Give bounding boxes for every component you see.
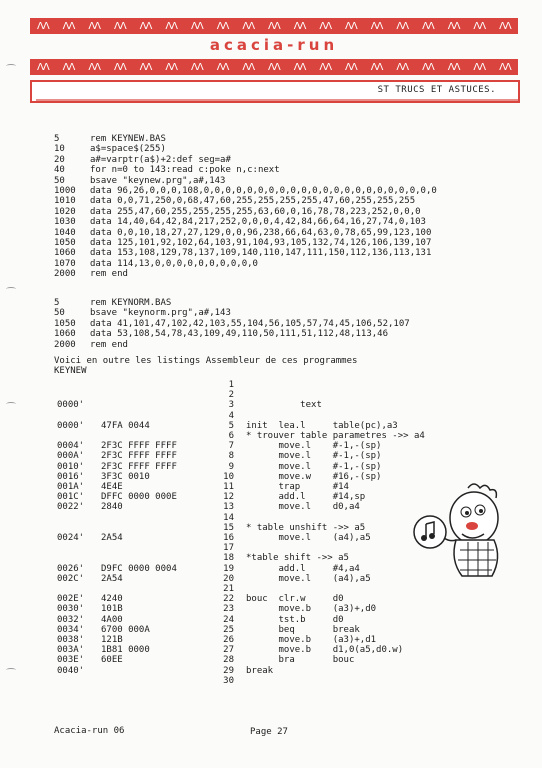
pattern-tile: ΛΛ	[114, 20, 126, 32]
section-header-shadow	[36, 99, 518, 102]
code-line	[54, 196, 415, 206]
code-text: rem end	[90, 269, 128, 280]
asm-address: 002E'	[57, 594, 85, 605]
code-line	[54, 165, 280, 175]
code-text: data 41,101,47,102,42,103,55,104,56,105,57,74,45,106,52,107	[90, 318, 410, 329]
asm-source: bra bouc	[246, 655, 355, 666]
code-text: a$=space$(255)	[90, 144, 166, 155]
asm-line-number: 25	[223, 624, 234, 635]
asm-line-number: 30	[223, 675, 234, 686]
asm-line-number: 9	[228, 461, 234, 472]
line-number: 10	[54, 144, 65, 155]
code-text: data 0,0,71,250,0,68,47,60,255,255,255,255,47,60,255,255,255	[90, 196, 416, 207]
asm-source: * table unshift ->> a5	[246, 522, 366, 533]
pattern-tile: ΛΛ	[139, 20, 152, 32]
code-line	[54, 228, 431, 238]
asm-hex: 4240	[101, 594, 123, 605]
footer-magazine-issue: Acacia-run 06	[54, 726, 125, 736]
asm-address: 0004'	[57, 441, 85, 452]
code-line	[54, 155, 231, 165]
line-number: 1010	[54, 196, 76, 207]
asm-hex: 6700 000A	[101, 624, 150, 635]
pattern-tile: ΛΛ	[370, 61, 383, 73]
pattern-tile: ΛΛ	[191, 20, 203, 32]
code-text: bsave "keynew.prg",a#,143	[90, 175, 226, 186]
line-number: 1040	[54, 227, 76, 238]
asm-address: 0022'	[57, 502, 85, 513]
code-line	[54, 207, 421, 217]
asm-address: 0000'	[57, 420, 85, 431]
asm-hex: 3F3C 0010	[101, 471, 150, 482]
pattern-tile: ΛΛ	[139, 61, 152, 73]
margin-mark	[6, 668, 16, 672]
code-text: data 53,108,54,78,43,109,49,110,50,111,51,112,48,113,46	[90, 329, 389, 340]
asm-line-number: 13	[223, 502, 234, 513]
code-line	[54, 329, 388, 339]
asm-line-number: 22	[223, 594, 234, 605]
code-line	[54, 144, 166, 154]
pattern-tile: ΛΛ	[36, 20, 49, 32]
code-text: rem KEYNORM.BAS	[90, 298, 172, 308]
asm-line-number: 15	[223, 522, 234, 533]
asm-line-number: 7	[228, 441, 234, 452]
pattern-tile: ΛΛ	[36, 61, 49, 73]
asm-address: 0000'	[57, 400, 85, 411]
line-number: 1060	[54, 329, 76, 340]
asm-address: 0034'	[57, 624, 85, 635]
code-line	[54, 217, 426, 227]
asm-line-number: 6	[228, 431, 234, 441]
line-number: 1070	[54, 258, 76, 269]
pattern-tile: ΛΛ	[473, 61, 486, 73]
asm-hex: 2F3C FFFF FFFF	[101, 451, 177, 462]
code-line	[54, 176, 225, 186]
asm-source: trap #14	[246, 482, 349, 492]
asm-hex: DFFC 0000 000E	[101, 492, 177, 503]
asm-address: 0026'	[57, 563, 85, 574]
asm-address: 003A'	[57, 645, 85, 656]
asm-hex: 2F3C FFFF FFFF	[101, 441, 177, 452]
code-text: data 125,101,92,102,64,103,91,104,93,105,132,74,126,106,139,107	[90, 238, 432, 248]
code-line	[54, 248, 431, 258]
magazine-title: acacia-run	[209, 36, 339, 54]
pattern-tile: ΛΛ	[396, 20, 409, 32]
asm-source: move.w #16,-(sp)	[246, 471, 382, 482]
code-text: rem KEYNEW.BAS	[90, 134, 166, 144]
line-number: 1050	[54, 318, 76, 329]
asm-source: break	[246, 665, 274, 676]
pattern-tile: ΛΛ	[293, 61, 306, 73]
asm-line-number: 5	[228, 420, 234, 431]
code-text: bsave "keynorm.prg",a#,143	[90, 308, 231, 319]
asm-hex: 4E4E	[101, 482, 123, 492]
asm-hex: 60EE	[101, 655, 123, 666]
asm-line-number: 24	[223, 614, 234, 625]
asm-source: move.b d1,0(a5,d0.w)	[246, 645, 404, 656]
pattern-tile: ΛΛ	[447, 61, 460, 73]
pattern-tile: ΛΛ	[242, 61, 255, 73]
line-number: 1020	[54, 206, 76, 217]
header-pattern-band-top	[30, 18, 518, 34]
pattern-tile: ΛΛ	[191, 61, 203, 73]
asm-hex: 101B	[101, 604, 123, 615]
asm-source: * trouver table parametres ->> a4	[246, 431, 425, 441]
asm-hex: 2A54	[101, 573, 123, 584]
asm-source: *table shift ->> a5	[246, 553, 349, 564]
pattern-tile: ΛΛ	[370, 20, 383, 32]
code-line	[54, 259, 258, 269]
line-number: 1000	[54, 186, 76, 196]
asm-address: 0030'	[57, 604, 85, 615]
asm-listing-title: KEYNEW	[54, 366, 87, 376]
asm-source: move.l (a4),a5	[246, 533, 371, 543]
pattern-tile: ΛΛ	[345, 20, 357, 32]
asm-source: init lea.l table(pc),a3	[246, 420, 398, 431]
pattern-tile: ΛΛ	[216, 61, 229, 73]
asm-hex: 121B	[101, 635, 123, 645]
asm-source: text	[246, 400, 322, 411]
cartoon-character-illustration	[408, 480, 518, 590]
line-number: 1050	[54, 238, 76, 248]
pattern-tile: ΛΛ	[396, 61, 409, 73]
pattern-tile: ΛΛ	[268, 20, 280, 32]
pattern-tile: ΛΛ	[165, 61, 178, 73]
asm-source: add.l #4,a4	[246, 563, 360, 574]
asm-hex: 2840	[101, 502, 123, 513]
asm-address: 001A'	[57, 482, 85, 492]
code-text: data 114,13,0,0,0,0,0,0,0,0,0,0	[90, 258, 258, 269]
asm-address: 0024'	[57, 533, 85, 543]
code-line	[54, 238, 431, 248]
line-number: 1030	[54, 217, 76, 228]
pattern-tile: ΛΛ	[62, 20, 75, 32]
asm-line-number: 17	[223, 543, 234, 554]
line-number: 5	[54, 134, 60, 144]
pattern-tile: ΛΛ	[88, 61, 101, 73]
asm-source: move.l #-1,-(sp)	[246, 451, 382, 462]
line-number: 40	[54, 165, 65, 176]
pattern-tile: ΛΛ	[345, 61, 357, 73]
asm-source: move.b (a3)+,d1	[246, 635, 377, 645]
footer-page-number: Page 27	[250, 727, 288, 737]
asm-line-number: 20	[223, 573, 234, 584]
asm-source: move.l (a4),a5	[246, 573, 371, 584]
asm-address: 001C'	[57, 492, 85, 503]
pattern-tile: ΛΛ	[216, 20, 229, 32]
code-text: a#=varptr(a$)+2:def seg=a#	[90, 154, 231, 165]
code-text: data 14,40,64,42,84,217,252,0,0,0,4,42,84,66,64,16,27,74,0,103	[90, 217, 426, 228]
asm-line-number: 19	[223, 563, 234, 574]
code-text: data 153,108,129,78,137,109,140,110,147,111,150,112,136,113,131	[90, 248, 432, 259]
asm-line-number: 27	[223, 645, 234, 656]
pattern-tile: ΛΛ	[422, 20, 434, 32]
line-number: 2000	[54, 269, 76, 280]
margin-mark	[6, 64, 16, 68]
asm-hex: 1B81 0000	[101, 645, 150, 656]
pattern-tile: ΛΛ	[319, 20, 332, 32]
code-text: rem end	[90, 339, 128, 350]
line-number: 20	[54, 154, 65, 165]
code-text: data 255,47,60,255,255,255,255,63,60,0,16,78,78,223,252,0,0,0	[90, 206, 421, 217]
asm-address: 002C'	[57, 573, 85, 584]
pattern-tile: ΛΛ	[242, 20, 255, 32]
asm-address: 0016'	[57, 471, 85, 482]
asm-line-number: 26	[223, 635, 234, 645]
asm-line-number: 11	[223, 482, 234, 492]
pattern-tile: ΛΛ	[88, 20, 101, 32]
asm-address: 0040'	[57, 665, 85, 676]
asm-line-number: 4	[228, 410, 234, 421]
asm-line-number: 28	[223, 655, 234, 666]
asm-line-number: 14	[223, 512, 234, 523]
pattern-tile: ΛΛ	[499, 61, 511, 73]
asm-line-number: 29	[223, 665, 234, 676]
code-text: for n=0 to 143:read c:poke n,c:next	[90, 165, 280, 176]
asm-source: move.l d0,a4	[246, 502, 360, 513]
asm-source: add.l #14,sp	[246, 492, 366, 503]
line-number: 2000	[54, 339, 76, 350]
asm-line-number: 8	[228, 451, 234, 462]
code-line	[54, 319, 410, 329]
asm-source: beq break	[246, 624, 360, 635]
asm-line-number: 1	[228, 380, 234, 390]
code-line	[54, 269, 128, 279]
margin-mark	[6, 402, 16, 406]
asm-address: 0010'	[57, 461, 85, 472]
asm-address: 0038'	[57, 635, 85, 645]
pattern-tile: ΛΛ	[499, 20, 511, 32]
asm-line-number: 12	[223, 492, 234, 503]
line-number: 50	[54, 308, 65, 319]
asm-address: 000A'	[57, 451, 85, 462]
asm-line-number: 23	[223, 604, 234, 615]
asm-line-number: 3	[228, 400, 234, 411]
code-line	[54, 134, 166, 144]
asm-address: 003E'	[57, 655, 85, 666]
pattern-tile: ΛΛ	[447, 20, 460, 32]
pattern-tile: ΛΛ	[114, 61, 126, 73]
header-pattern-band-bottom	[30, 59, 518, 75]
asm-hex: 47FA 0044	[101, 420, 150, 431]
code-text: data 96,26,0,0,0,108,0,0,0,0,0,0,0,0,0,0,0,0,0,0,0,0,0,0,0,0,0,0	[90, 186, 437, 196]
line-number: 1060	[54, 248, 76, 259]
asm-source: tst.b d0	[246, 614, 344, 625]
asm-source: bouc clr.w d0	[246, 594, 344, 605]
line-number: 5	[54, 298, 60, 308]
line-number: 50	[54, 175, 65, 186]
asm-line-number: 2	[228, 390, 234, 401]
section-label: ST TRUCS ET ASTUCES.	[377, 85, 496, 95]
pattern-tile: ΛΛ	[62, 61, 75, 73]
asm-hex: 4A00	[101, 614, 123, 625]
asm-source: move.l #-1,-(sp)	[246, 441, 382, 452]
code-line	[54, 186, 437, 196]
asm-source: move.b (a3)+,d0	[246, 604, 377, 615]
asm-address: 0032'	[57, 614, 85, 625]
pattern-tile: ΛΛ	[293, 20, 306, 32]
asm-line-number: 21	[223, 584, 234, 594]
pattern-tile: ΛΛ	[268, 61, 280, 73]
pattern-tile: ΛΛ	[473, 20, 486, 32]
asm-hex: 2F3C FFFF FFFF	[101, 461, 177, 472]
asm-hex: 2A54	[101, 533, 123, 543]
pattern-tile: ΛΛ	[319, 61, 332, 73]
code-line	[54, 340, 128, 350]
asm-line-number: 10	[223, 471, 234, 482]
pattern-tile: ΛΛ	[422, 61, 434, 73]
margin-mark	[6, 287, 16, 291]
code-text: data 0,0,10,18,27,27,129,0,0,96,238,66,64,63,0,78,65,99,123,100	[90, 227, 432, 238]
asm-line-number: 16	[223, 533, 234, 543]
asm-source: move.l #-1,-(sp)	[246, 461, 382, 472]
asm-hex: D9FC 0000 0004	[101, 563, 177, 574]
asm-line-number: 18	[223, 553, 234, 564]
pattern-tile: ΛΛ	[165, 20, 178, 32]
code-line	[54, 298, 171, 308]
intro-text: Voici en outre les listings Assembleur de ces programmes	[54, 356, 358, 366]
code-line	[54, 308, 231, 318]
